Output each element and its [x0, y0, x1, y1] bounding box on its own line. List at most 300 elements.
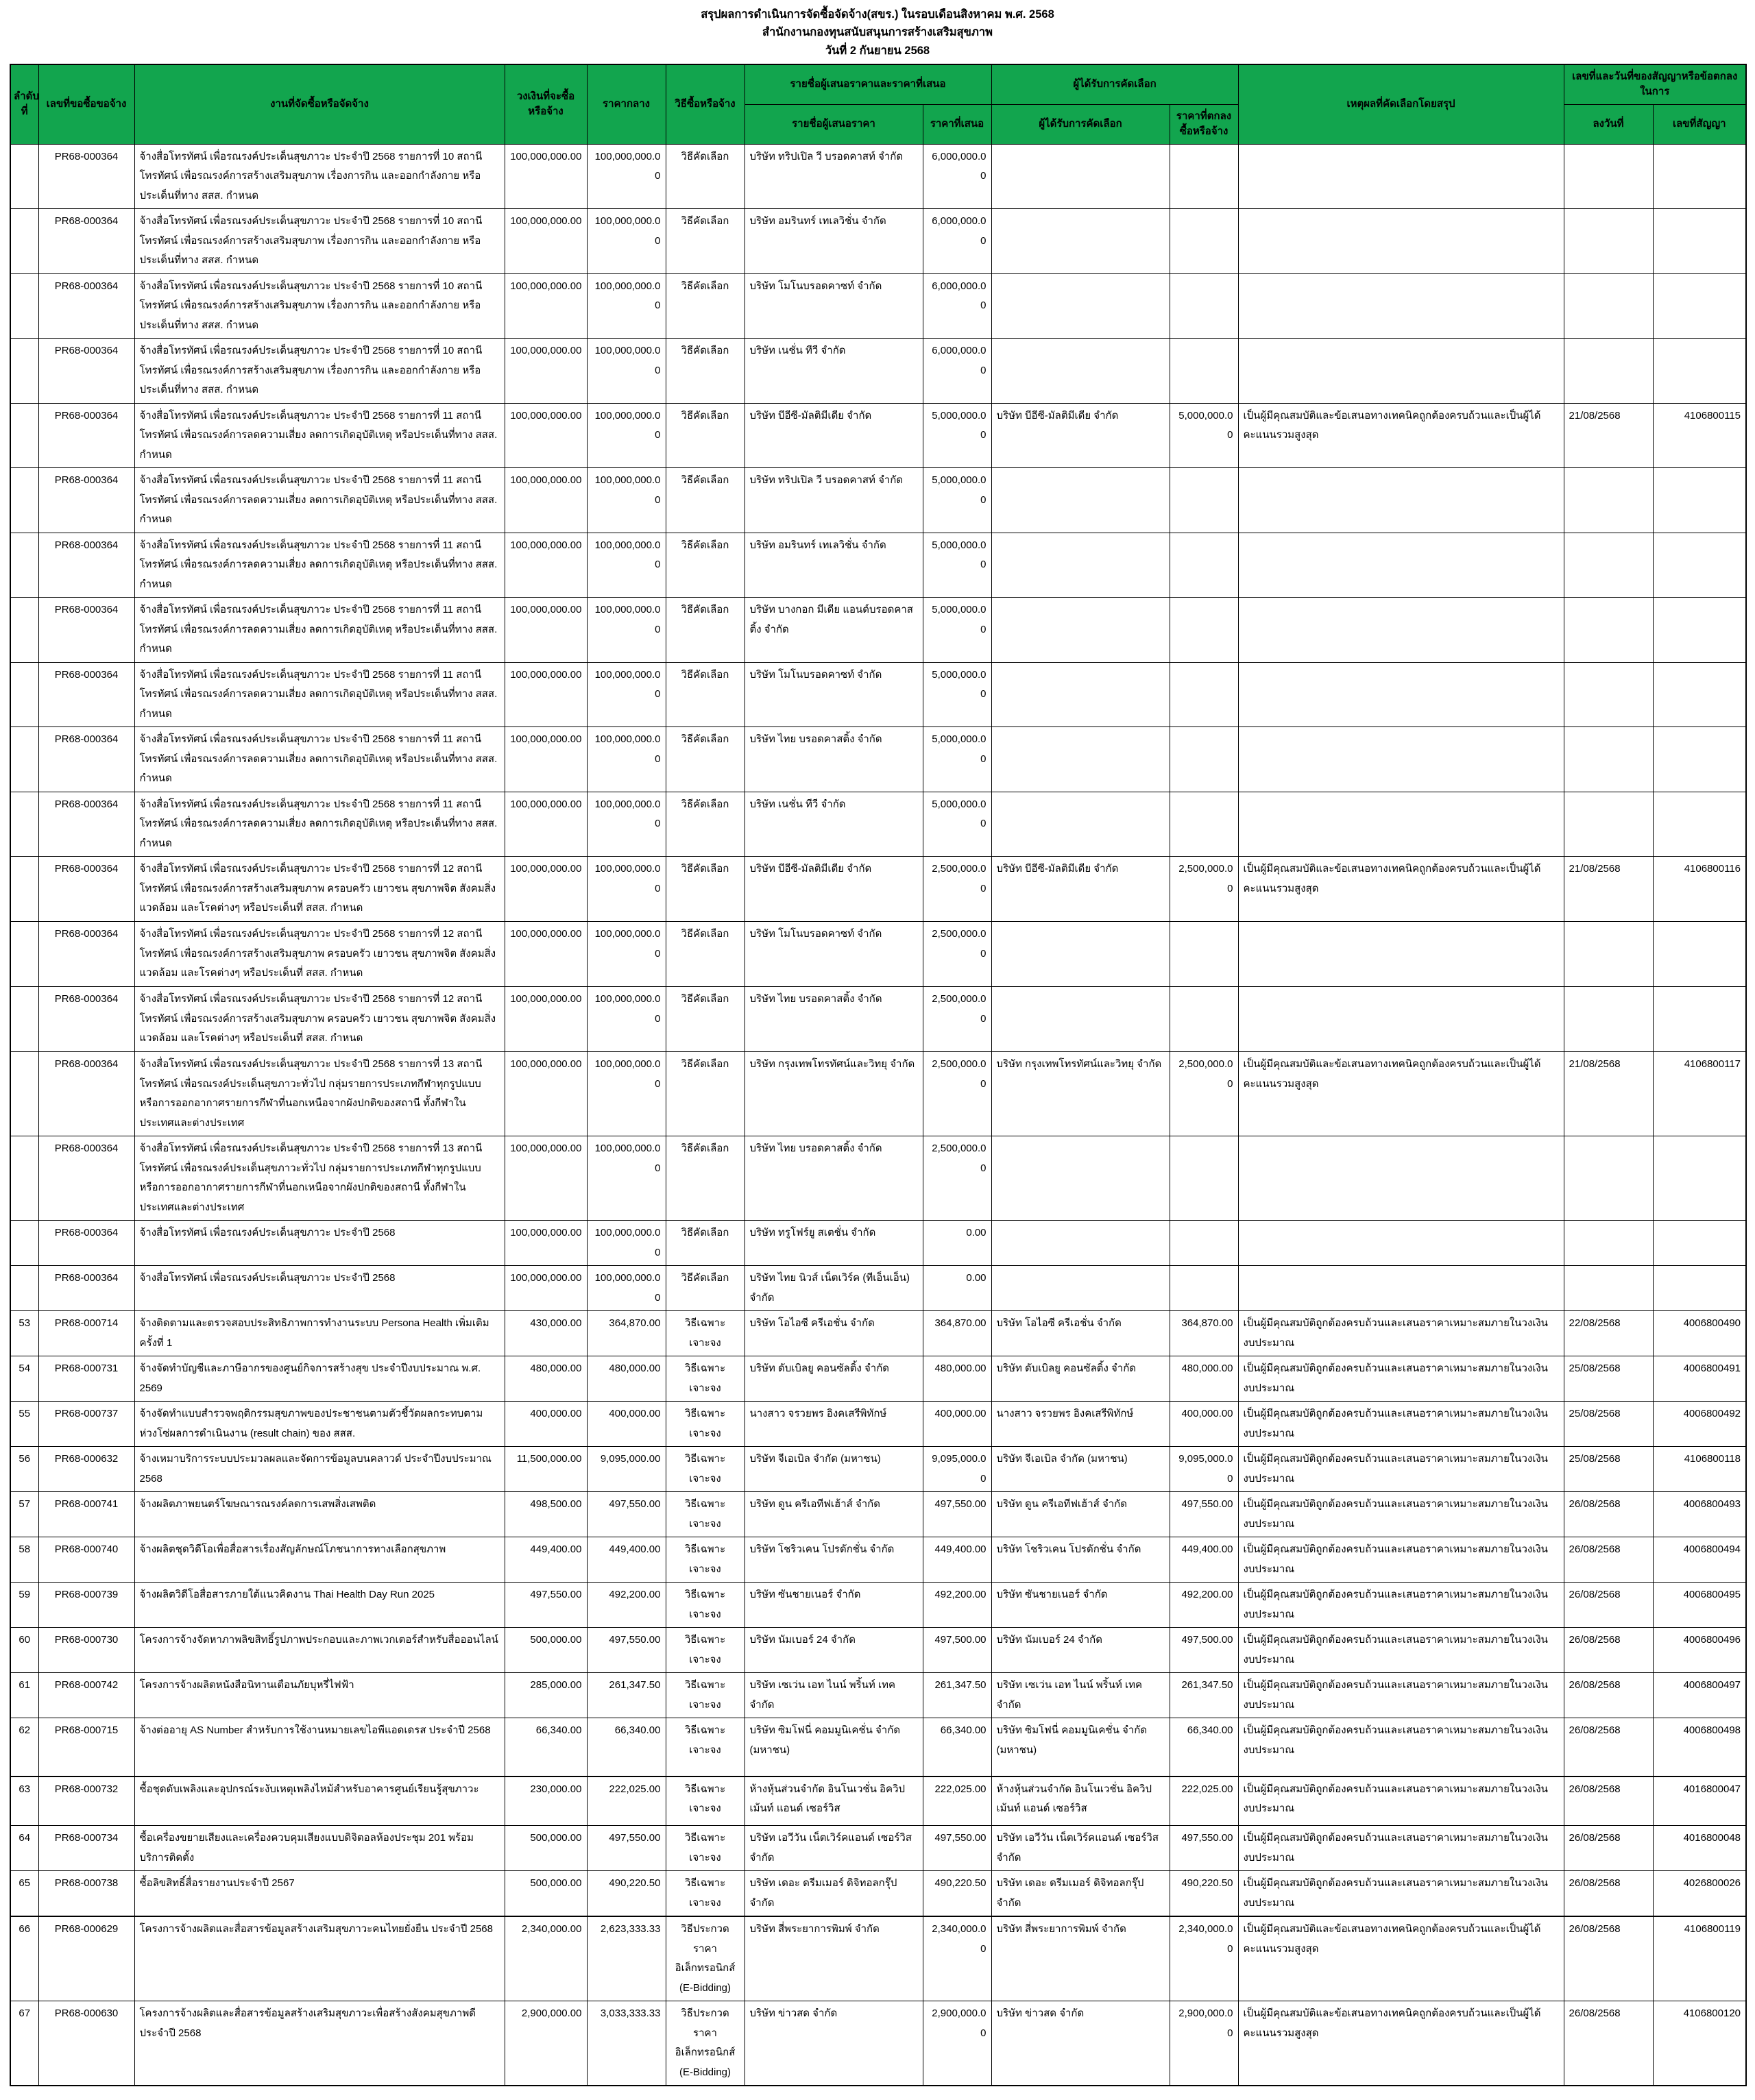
cell-work: จ้างผลิตวิดีโอสื่อสารภายใต้แนวคิดงาน Thai Health Day Run 2025 [134, 1583, 505, 1628]
cell-selected [991, 468, 1170, 533]
cell-contract-date [1564, 598, 1653, 663]
table-row [10, 1266, 1746, 1311]
col-group-selected: ผู้ได้รับการคัดเลือก [991, 64, 1238, 104]
cell-mid-price: 100,000,000.00 [587, 533, 666, 598]
cell-budget: 100,000,000.00 [505, 144, 587, 209]
cell-method: วิธีเฉพาะเจาะจง [666, 1718, 745, 1777]
cell-agreed-price: 492,200.00 [1170, 1583, 1238, 1628]
cell-method: วิธีคัดเลือก [666, 1052, 745, 1136]
table-row [10, 1311, 1746, 1356]
col-header-bid-price: ราคาที่เสนอ [923, 104, 991, 144]
cell-method: วิธีคัดเลือก [666, 533, 745, 598]
cell-agreed-price: 2,900,000.00 [1170, 2001, 1238, 2086]
cell-bidder: บริษัท ดับเบิลยู คอนซัลติ้ง จำกัด [745, 1356, 923, 1402]
table-row [10, 1052, 1746, 1136]
table-row [10, 987, 1746, 1052]
cell-mid-price: 100,000,000.00 [587, 1221, 666, 1266]
cell-bidder: บริษัท โมโนบรอดคาซท์ จำกัด [745, 662, 923, 727]
cell-bid-price: 5,000,000.00 [923, 533, 991, 598]
cell-work: จ้างเหมาบริการระบบประมวลผลและจัดการข้อมูลบนคลาวด์ ประจำปีงบประมาณ 2568 [134, 1447, 505, 1492]
cell-selected: บริษัท เอวีวัน เน็ตเวิร์คแอนด์ เซอร์วิส จำกัด [991, 1826, 1170, 1871]
cell-pr-no: PR68-000739 [38, 1583, 134, 1628]
cell-selected: บริษัท กรุงเทพโทรทัศน์และวิทยุ จำกัด [991, 1052, 1170, 1136]
cell-bid-price: 2,500,000.00 [923, 987, 991, 1052]
cell-bid-price: 66,340.00 [923, 1718, 991, 1777]
cell-budget: 100,000,000.00 [505, 468, 587, 533]
cell-selected [991, 273, 1170, 339]
cell-mid-price: 100,000,000.00 [587, 857, 666, 922]
cell-selected: บริษัท เดอะ ดรีมเมอร์ ดิจิทอลกรุ๊ป จำกัด [991, 1871, 1170, 1917]
cell-mid-price: 492,200.00 [587, 1583, 666, 1628]
cell-budget: 500,000.00 [505, 1628, 587, 1673]
cell-mid-price: 100,000,000.00 [587, 273, 666, 339]
cell-reason: เป็นผู้มีคุณสมบัติและข้อเสนอทางเทคนิคถูกต้องครบถ้วนและเป็นผู้ได้คะแนนรวมสูงสุด [1238, 403, 1564, 468]
cell-contract-no: 4006800497 [1653, 1673, 1746, 1718]
report-title: สรุปผลการดำเนินการจัดซื้อจัดจ้าง(สขร.) ในรอบเดือนสิงหาคม พ.ศ. 2568 [701, 8, 1054, 21]
cell-mid-price: 100,000,000.00 [587, 792, 666, 857]
cell-contract-date [1564, 273, 1653, 339]
cell-bidder: บริษัท โชริวเคน โปรดักชั่น จำกัด [745, 1537, 923, 1583]
cell-reason [1238, 468, 1564, 533]
cell-no [10, 598, 38, 663]
table-row [10, 727, 1746, 792]
cell-agreed-price: 261,347.50 [1170, 1673, 1238, 1718]
cell-reason: เป็นผู้มีคุณสมบัติถูกต้องครบถ้วนและเสนอราคาเหมาะสมภายในวงเงินงบประมาณ [1238, 1537, 1564, 1583]
cell-mid-price: 490,220.50 [587, 1871, 666, 1917]
cell-contract-date [1564, 922, 1653, 987]
cell-method: วิธีเฉพาะเจาะจง [666, 1356, 745, 1402]
cell-bidder: บริษัท โมโนบรอดคาซท์ จำกัด [745, 922, 923, 987]
table-body [10, 144, 1746, 2086]
cell-selected [991, 662, 1170, 727]
cell-no: 60 [10, 1628, 38, 1673]
table-row [10, 1221, 1746, 1266]
cell-work: จ้างสื่อโทรทัศน์ เพื่อรณรงค์ประเด็นสุขภาวะ ประจำปี 2568 รายการที่ 11 สถานีโทรทัศน์ เพื่อรณรงค์การลดความเสี่ยง ลดการเกิดอุบัติเหตุ หรือประเด็นที่ทาง สสส. กำหนด [134, 662, 505, 727]
cell-no: 63 [10, 1777, 38, 1826]
cell-budget: 100,000,000.00 [505, 533, 587, 598]
cell-budget: 100,000,000.00 [505, 1136, 587, 1221]
cell-contract-date [1564, 468, 1653, 533]
cell-mid-price: 100,000,000.00 [587, 144, 666, 209]
cell-bidder: บริษัท เนชั่น ทีวี จำกัด [745, 339, 923, 404]
table-row [10, 144, 1746, 209]
cell-mid-price: 497,550.00 [587, 1628, 666, 1673]
cell-no: 55 [10, 1402, 38, 1447]
cell-reason: เป็นผู้มีคุณสมบัติถูกต้องครบถ้วนและเสนอราคาเหมาะสมภายในวงเงินงบประมาณ [1238, 1447, 1564, 1492]
cell-agreed-price: 364,870.00 [1170, 1311, 1238, 1356]
cell-pr-no: PR68-000364 [38, 662, 134, 727]
cell-reason: เป็นผู้มีคุณสมบัติและข้อเสนอทางเทคนิคถูกต้องครบถ้วนและเป็นผู้ได้คะแนนรวมสูงสุด [1238, 2001, 1564, 2086]
cell-contract-no [1653, 1136, 1746, 1221]
cell-work: จ้างสื่อโทรทัศน์ เพื่อรณรงค์ประเด็นสุขภาวะ ประจำปี 2568 รายการที่ 12 สถานีโทรทัศน์ เพื่อรณรงค์การสร้างเสริมสุขภาพ ครอบครัว เยาวชน สุขภาพจิต สังคมสิ่งแวดล้อม และโรคต่างๆ หรือประเด็นที่ สสส. กำหนด [134, 987, 505, 1052]
cell-bid-price: 5,000,000.00 [923, 792, 991, 857]
cell-contract-date [1564, 662, 1653, 727]
cell-bid-price: 2,500,000.00 [923, 857, 991, 922]
cell-pr-no: PR68-000364 [38, 857, 134, 922]
cell-mid-price: 100,000,000.00 [587, 1052, 666, 1136]
cell-bid-price: 9,095,000.00 [923, 1447, 991, 1492]
cell-bid-price: 2,340,000.00 [923, 1916, 991, 2001]
cell-method: วิธีคัดเลือก [666, 339, 745, 404]
cell-selected: บริษัท ข่าวสด จำกัด [991, 2001, 1170, 2086]
cell-pr-no: PR68-000740 [38, 1537, 134, 1583]
cell-pr-no: PR68-000364 [38, 987, 134, 1052]
table-row [10, 1673, 1746, 1718]
cell-no [10, 727, 38, 792]
cell-method: วิธีเฉพาะเจาะจง [666, 1311, 745, 1356]
col-header-mid-price: ราคากลาง [587, 64, 666, 144]
cell-pr-no: PR68-000364 [38, 339, 134, 404]
cell-contract-no [1653, 144, 1746, 209]
cell-budget: 400,000.00 [505, 1402, 587, 1447]
cell-pr-no: PR68-000731 [38, 1356, 134, 1402]
cell-work: จ้างสื่อโทรทัศน์ เพื่อรณรงค์ประเด็นสุขภาวะ ประจำปี 2568 รายการที่ 12 สถานีโทรทัศน์ เพื่อรณรงค์การสร้างเสริมสุขภาพ ครอบครัว เยาวชน สุขภาพจิต สังคมสิ่งแวดล้อม และโรคต่างๆ หรือประเด็นที่ สสส. กำหนด [134, 857, 505, 922]
table-row [10, 792, 1746, 857]
table-row [10, 273, 1746, 339]
cell-contract-no [1653, 339, 1746, 404]
cell-mid-price: 100,000,000.00 [587, 468, 666, 533]
cell-contract-date: 22/08/2568 [1564, 1311, 1653, 1356]
cell-no [10, 273, 38, 339]
cell-contract-no [1653, 727, 1746, 792]
cell-bidder: บริษัท บีอีซี-มัลติมีเดีย จำกัด [745, 403, 923, 468]
cell-method: วิธีคัดเลือก [666, 987, 745, 1052]
cell-bid-price: 497,550.00 [923, 1492, 991, 1537]
cell-budget: 430,000.00 [505, 1311, 587, 1356]
cell-bidder: บริษัท ทริปเปิล วี บรอดคาสท์ จำกัด [745, 144, 923, 209]
cell-contract-no [1653, 987, 1746, 1052]
cell-budget: 500,000.00 [505, 1871, 587, 1917]
cell-agreed-price: 497,550.00 [1170, 1492, 1238, 1537]
cell-work: จ้างผลิตชุดวิดีโอเพื่อสื่อสารเรื่องสัญลักษณ์โภชนาการทางเลือกสุขภาพ [134, 1537, 505, 1583]
cell-budget: 497,550.00 [505, 1583, 587, 1628]
cell-reason: เป็นผู้มีคุณสมบัติและข้อเสนอทางเทคนิคถูกต้องครบถ้วนและเป็นผู้ได้คะแนนรวมสูงสุด [1238, 857, 1564, 922]
cell-mid-price: 480,000.00 [587, 1356, 666, 1402]
cell-reason [1238, 209, 1564, 274]
cell-pr-no: PR68-000734 [38, 1826, 134, 1871]
cell-pr-no: PR68-000714 [38, 1311, 134, 1356]
cell-pr-no: PR68-000364 [38, 598, 134, 663]
cell-reason: เป็นผู้มีคุณสมบัติถูกต้องครบถ้วนและเสนอราคาเหมาะสมภายในวงเงินงบประมาณ [1238, 1871, 1564, 1917]
cell-pr-no: PR68-000632 [38, 1447, 134, 1492]
cell-contract-no: 4016800048 [1653, 1826, 1746, 1871]
col-header-method: วิธีซื้อหรือจ้าง [666, 64, 745, 144]
table-row [10, 1136, 1746, 1221]
cell-bidder: บริษัท ข่าวสด จำกัด [745, 2001, 923, 2086]
cell-contract-no: 4006800496 [1653, 1628, 1746, 1673]
cell-bid-price: 480,000.00 [923, 1356, 991, 1402]
cell-contract-date: 26/08/2568 [1564, 1916, 1653, 2001]
cell-bidder: บริษัท นัมเบอร์ 24 จำกัด [745, 1628, 923, 1673]
cell-contract-date: 25/08/2568 [1564, 1447, 1653, 1492]
cell-selected: บริษัท โอไอซี ครีเอชั่น จำกัด [991, 1311, 1170, 1356]
cell-no [10, 1052, 38, 1136]
cell-bid-price: 400,000.00 [923, 1402, 991, 1447]
cell-bidder: บริษัท ไทย นิวส์ เน็ตเวิร์ค (ทีเอ็นเอ็น) จำกัด [745, 1266, 923, 1311]
cell-selected: บริษัท เซเว่น เอท ไนน์ พริ้นท์ เทคจำกัด [991, 1673, 1170, 1718]
cell-no [10, 857, 38, 922]
cell-selected [991, 922, 1170, 987]
cell-mid-price: 100,000,000.00 [587, 209, 666, 274]
cell-mid-price: 449,400.00 [587, 1537, 666, 1583]
cell-reason: เป็นผู้มีคุณสมบัติถูกต้องครบถ้วนและเสนอราคาเหมาะสมภายในวงเงินงบประมาณ [1238, 1777, 1564, 1826]
table-row [10, 1356, 1746, 1402]
cell-bidder: บริษัท บางกอก มีเดีย แอนด์บรอดคาสติ้ง จำกัด [745, 598, 923, 663]
cell-reason [1238, 598, 1564, 663]
cell-contract-date [1564, 209, 1653, 274]
cell-bid-price: 490,220.50 [923, 1871, 991, 1917]
cell-agreed-price: 66,340.00 [1170, 1718, 1238, 1777]
cell-work: จ้างสื่อโทรทัศน์ เพื่อรณรงค์ประเด็นสุขภาวะ ประจำปี 2568 รายการที่ 10 สถานีโทรทัศน์ เพื่อรณรงค์การสร้างเสริมสุขภาพ เรื่องการกิน และออกกำลังกาย หรือประเด็นที่ทาง สสส. กำหนด [134, 273, 505, 339]
cell-agreed-price [1170, 273, 1238, 339]
cell-bidder: บริษัท ทริปเปิล วี บรอดคาสท์ จำกัด [745, 468, 923, 533]
cell-bidder: บริษัท โมโนบรอดคาซท์ จำกัด [745, 273, 923, 339]
cell-contract-no: 4016800047 [1653, 1777, 1746, 1826]
cell-work: ซื้อเครื่องขยายเสียงและเครื่องควบคุมเสียงแบบดิจิตอลห้องประชุม 201 พร้อมบริการติดตั้ง [134, 1826, 505, 1871]
cell-bidder: บริษัท สี่พระยาการพิมพ์ จำกัด [745, 1916, 923, 2001]
cell-mid-price: 364,870.00 [587, 1311, 666, 1356]
cell-pr-no: PR68-000364 [38, 1221, 134, 1266]
cell-contract-date: 26/08/2568 [1564, 1777, 1653, 1826]
cell-method: วิธีคัดเลือก [666, 468, 745, 533]
cell-reason: เป็นผู้มีคุณสมบัติถูกต้องครบถ้วนและเสนอราคาเหมาะสมภายในวงเงินงบประมาณ [1238, 1628, 1564, 1673]
cell-budget: 100,000,000.00 [505, 403, 587, 468]
cell-work: จ้างผลิตภาพยนตร์โฆษณารณรงค์ลดการเสพสิ่งเสพติด [134, 1492, 505, 1537]
cell-mid-price: 400,000.00 [587, 1402, 666, 1447]
cell-reason [1238, 922, 1564, 987]
table-row [10, 1871, 1746, 1917]
col-header-pr-no: เลขที่ขอซื้อขอจ้าง [38, 64, 134, 144]
cell-bid-price: 497,500.00 [923, 1628, 991, 1673]
cell-bidder: บริษัท อมรินทร์ เทเลวิชั่น จำกัด [745, 209, 923, 274]
table-row [10, 1826, 1746, 1871]
cell-contract-date: 26/08/2568 [1564, 1826, 1653, 1871]
cell-bidder: บริษัท เซเว่น เอท ไนน์ พริ้นท์ เทคจำกัด [745, 1673, 923, 1718]
cell-reason [1238, 662, 1564, 727]
cell-contract-no [1653, 598, 1746, 663]
cell-contract-date: 26/08/2568 [1564, 1628, 1653, 1673]
cell-method: วิธีคัดเลือก [666, 209, 745, 274]
cell-budget: 230,000.00 [505, 1777, 587, 1826]
cell-budget: 100,000,000.00 [505, 792, 587, 857]
cell-agreed-price: 2,500,000.00 [1170, 857, 1238, 922]
cell-selected: บริษัท นัมเบอร์ 24 จำกัด [991, 1628, 1170, 1673]
cell-contract-no [1653, 922, 1746, 987]
cell-work: จ้างติดตามและตรวจสอบประสิทธิภาพการทำงานระบบ Persona Health เพิ่มเติม ครั้งที่ 1 [134, 1311, 505, 1356]
cell-no: 53 [10, 1311, 38, 1356]
cell-mid-price: 9,095,000.00 [587, 1447, 666, 1492]
cell-agreed-price [1170, 598, 1238, 663]
cell-method: วิธีคัดเลือก [666, 598, 745, 663]
cell-budget: 100,000,000.00 [505, 1221, 587, 1266]
cell-contract-no [1653, 468, 1746, 533]
cell-agreed-price [1170, 1221, 1238, 1266]
cell-no [10, 922, 38, 987]
table-row [10, 857, 1746, 922]
cell-contract-no: 4106800119 [1653, 1916, 1746, 2001]
cell-no: 64 [10, 1826, 38, 1871]
col-group-bidders: รายชื่อผู้เสนอราคาและราคาที่เสนอ [745, 64, 991, 104]
cell-contract-no [1653, 209, 1746, 274]
cell-bidder: บริษัท ซันชายเนอร์ จำกัด [745, 1583, 923, 1628]
cell-pr-no: PR68-000630 [38, 2001, 134, 2086]
cell-reason: เป็นผู้มีคุณสมบัติถูกต้องครบถ้วนและเสนอราคาเหมาะสมภายในวงเงินงบประมาณ [1238, 1718, 1564, 1777]
cell-bidder: ห้างหุ้นส่วนจำกัด อินโนเวชั่น อิควิปเม้นท์ แอนด์ เซอร์วิส [745, 1777, 923, 1826]
cell-bid-price: 6,000,000.00 [923, 209, 991, 274]
cell-mid-price: 100,000,000.00 [587, 727, 666, 792]
cell-no [10, 209, 38, 274]
cell-contract-no: 4006800498 [1653, 1718, 1746, 1777]
cell-bid-price: 2,500,000.00 [923, 1052, 991, 1136]
cell-pr-no: PR68-000364 [38, 1266, 134, 1311]
cell-budget: 498,500.00 [505, 1492, 587, 1537]
cell-agreed-price: 9,095,000.00 [1170, 1447, 1238, 1492]
cell-bidder: บริษัท อมรินทร์ เทเลวิชั่น จำกัด [745, 533, 923, 598]
table-row [10, 662, 1746, 727]
cell-contract-date [1564, 792, 1653, 857]
cell-reason: เป็นผู้มีคุณสมบัติถูกต้องครบถ้วนและเสนอราคาเหมาะสมภายในวงเงินงบประมาณ [1238, 1583, 1564, 1628]
cell-budget: 100,000,000.00 [505, 1266, 587, 1311]
cell-agreed-price [1170, 1136, 1238, 1221]
cell-agreed-price: 222,025.00 [1170, 1777, 1238, 1826]
cell-budget: 100,000,000.00 [505, 857, 587, 922]
table-row [10, 468, 1746, 533]
cell-bid-price: 0.00 [923, 1221, 991, 1266]
cell-contract-date [1564, 533, 1653, 598]
cell-no [10, 662, 38, 727]
cell-no: 62 [10, 1718, 38, 1777]
cell-mid-price: 100,000,000.00 [587, 1136, 666, 1221]
cell-pr-no: PR68-000364 [38, 144, 134, 209]
cell-bidder: บริษัท ไทย บรอดคาสติ้ง จำกัด [745, 987, 923, 1052]
cell-contract-date: 26/08/2568 [1564, 1718, 1653, 1777]
cell-no [10, 533, 38, 598]
table-row [10, 1777, 1746, 1826]
cell-mid-price: 3,033,333.33 [587, 2001, 666, 2086]
cell-contract-date: 26/08/2568 [1564, 1537, 1653, 1583]
cell-mid-price: 100,000,000.00 [587, 598, 666, 663]
cell-bid-price: 261,347.50 [923, 1673, 991, 1718]
cell-work: จ้างสื่อโทรทัศน์ เพื่อรณรงค์ประเด็นสุขภาวะ ประจำปี 2568 รายการที่ 11 สถานีโทรทัศน์ เพื่อรณรงค์การลดความเสี่ยง ลดการเกิดอุบัติเหตุ หรือประเด็นที่ทาง สสส. กำหนด [134, 533, 505, 598]
cell-agreed-price: 480,000.00 [1170, 1356, 1238, 1402]
table-row [10, 339, 1746, 404]
table-row [10, 598, 1746, 663]
cell-selected: บริษัท ดูน ครีเอทีฟเฮ้าส์ จำกัด [991, 1492, 1170, 1537]
cell-pr-no: PR68-000364 [38, 273, 134, 339]
cell-contract-date [1564, 1136, 1653, 1221]
cell-bidder: บริษัท โอไอซี ครีเอชั่น จำกัด [745, 1311, 923, 1356]
cell-method: วิธีคัดเลือก [666, 144, 745, 209]
cell-reason: เป็นผู้มีคุณสมบัติถูกต้องครบถ้วนและเสนอราคาเหมาะสมภายในวงเงินงบประมาณ [1238, 1356, 1564, 1402]
cell-selected [991, 339, 1170, 404]
cell-agreed-price: 400,000.00 [1170, 1402, 1238, 1447]
cell-agreed-price [1170, 987, 1238, 1052]
cell-no: 58 [10, 1537, 38, 1583]
cell-selected [991, 533, 1170, 598]
cell-agreed-price [1170, 727, 1238, 792]
cell-contract-no [1653, 662, 1746, 727]
cell-bidder: บริษัท ดูน ครีเอทีฟเฮ้าส์ จำกัด [745, 1492, 923, 1537]
cell-budget: 100,000,000.00 [505, 727, 587, 792]
cell-bid-price: 222,025.00 [923, 1777, 991, 1826]
cell-pr-no: PR68-000364 [38, 1136, 134, 1221]
cell-bid-price: 5,000,000.00 [923, 468, 991, 533]
cell-work: โครงการจ้างผลิตและสื่อสารข้อมูลสร้างเสริมสุขภาวะเพื่อสร้างสังคมสุขภาพดี ประจำปี 2568 [134, 2001, 505, 2086]
cell-budget: 100,000,000.00 [505, 598, 587, 663]
cell-reason [1238, 792, 1564, 857]
cell-mid-price: 100,000,000.00 [587, 662, 666, 727]
cell-method: วิธีคัดเลือก [666, 922, 745, 987]
cell-work: ซื้อชุดดับเพลิงและอุปกรณ์ระงับเหตุเพลิงไหม้สำหรับอาคารศูนย์เรียนรู้สุขภาวะ [134, 1777, 505, 1826]
cell-reason: เป็นผู้มีคุณสมบัติถูกต้องครบถ้วนและเสนอราคาเหมาะสมภายในวงเงินงบประมาณ [1238, 1826, 1564, 1871]
cell-work: จ้างจัดทำบัญชีและภาษีอากรของศูนย์กิจการสร้างสุข ประจำปีงบประมาณ พ.ศ. 2569 [134, 1356, 505, 1402]
cell-contract-no [1653, 273, 1746, 339]
cell-contract-date: 21/08/2568 [1564, 403, 1653, 468]
cell-no [10, 144, 38, 209]
cell-work: จ้างสื่อโทรทัศน์ เพื่อรณรงค์ประเด็นสุขภาวะ ประจำปี 2568 รายการที่ 10 สถานีโทรทัศน์ เพื่อรณรงค์การสร้างเสริมสุขภาพ เรื่องการกิน และออกกำลังกาย หรือประเด็นที่ทาง สสส. กำหนด [134, 339, 505, 404]
cell-selected [991, 209, 1170, 274]
cell-selected: บริษัท ดับเบิลยู คอนซัลติ้ง จำกัด [991, 1356, 1170, 1402]
cell-agreed-price [1170, 144, 1238, 209]
cell-pr-no: PR68-000737 [38, 1402, 134, 1447]
cell-mid-price: 2,623,333.33 [587, 1916, 666, 2001]
col-header-selected: ผู้ได้รับการคัดเลือก [991, 104, 1170, 144]
col-header-work: งานที่จัดซื้อหรือจัดจ้าง [134, 64, 505, 144]
cell-method: วิธีเฉพาะเจาะจง [666, 1537, 745, 1583]
cell-selected [991, 1266, 1170, 1311]
cell-mid-price: 100,000,000.00 [587, 403, 666, 468]
cell-pr-no: PR68-000715 [38, 1718, 134, 1777]
cell-agreed-price: 2,500,000.00 [1170, 1052, 1238, 1136]
cell-method: วิธีเฉพาะเจาะจง [666, 1777, 745, 1826]
cell-no [10, 468, 38, 533]
cell-contract-no: 4006800490 [1653, 1311, 1746, 1356]
cell-no [10, 403, 38, 468]
col-header-contract-date: ลงวันที่ [1564, 104, 1653, 144]
cell-bidder: บริษัท ไทย บรอดคาสติ้ง จำกัด [745, 1136, 923, 1221]
cell-method: วิธีเฉพาะเจาะจง [666, 1583, 745, 1628]
cell-method: วิธีคัดเลือก [666, 403, 745, 468]
cell-reason: เป็นผู้มีคุณสมบัติถูกต้องครบถ้วนและเสนอราคาเหมาะสมภายในวงเงินงบประมาณ [1238, 1402, 1564, 1447]
cell-budget: 66,340.00 [505, 1718, 587, 1777]
cell-work: จ้างสื่อโทรทัศน์ เพื่อรณรงค์ประเด็นสุขภาวะ ประจำปี 2568 รายการที่ 10 สถานีโทรทัศน์ เพื่อรณรงค์การสร้างเสริมสุขภาพ เรื่องการกิน และออกกำลังกาย หรือประเด็นที่ทาง สสส. กำหนด [134, 209, 505, 274]
cell-mid-price: 497,550.00 [587, 1492, 666, 1537]
cell-contract-no [1653, 792, 1746, 857]
cell-budget: 480,000.00 [505, 1356, 587, 1402]
cell-method: วิธีเฉพาะเจาะจง [666, 1447, 745, 1492]
table-row [10, 533, 1746, 598]
report-subtitle: สำนักงานกองทุนสนับสนุนการสร้างเสริมสุขภาพ [762, 26, 993, 39]
cell-method: วิธีคัดเลือก [666, 792, 745, 857]
table-row [10, 1492, 1746, 1537]
cell-contract-no: 4106800117 [1653, 1052, 1746, 1136]
cell-agreed-price [1170, 922, 1238, 987]
cell-reason: เป็นผู้มีคุณสมบัติถูกต้องครบถ้วนและเสนอราคาเหมาะสมภายในวงเงินงบประมาณ [1238, 1492, 1564, 1537]
cell-budget: 2,340,000.00 [505, 1916, 587, 2001]
cell-contract-date: 25/08/2568 [1564, 1356, 1653, 1402]
cell-bid-price: 492,200.00 [923, 1583, 991, 1628]
cell-reason: เป็นผู้มีคุณสมบัติและข้อเสนอทางเทคนิคถูกต้องครบถ้วนและเป็นผู้ได้คะแนนรวมสูงสุด [1238, 1052, 1564, 1136]
cell-bidder: บริษัท ซิมโฟนี่ คอมมูนิเคชั่น จำกัด (มหาชน) [745, 1718, 923, 1777]
cell-budget: 100,000,000.00 [505, 662, 587, 727]
cell-agreed-price [1170, 792, 1238, 857]
cell-no [10, 792, 38, 857]
table-row [10, 1916, 1746, 2001]
cell-mid-price: 261,347.50 [587, 1673, 666, 1718]
cell-pr-no: PR68-000742 [38, 1673, 134, 1718]
col-header-budget: วงเงินที่จะซื้อหรือจ้าง [505, 64, 587, 144]
cell-work: จ้างสื่อโทรทัศน์ เพื่อรณรงค์ประเด็นสุขภาวะ ประจำปี 2568 รายการที่ 10 สถานีโทรทัศน์ เพื่อรณรงค์การสร้างเสริมสุขภาพ เรื่องการกิน และออกกำลังกาย หรือประเด็นที่ทาง สสส. กำหนด [134, 144, 505, 209]
